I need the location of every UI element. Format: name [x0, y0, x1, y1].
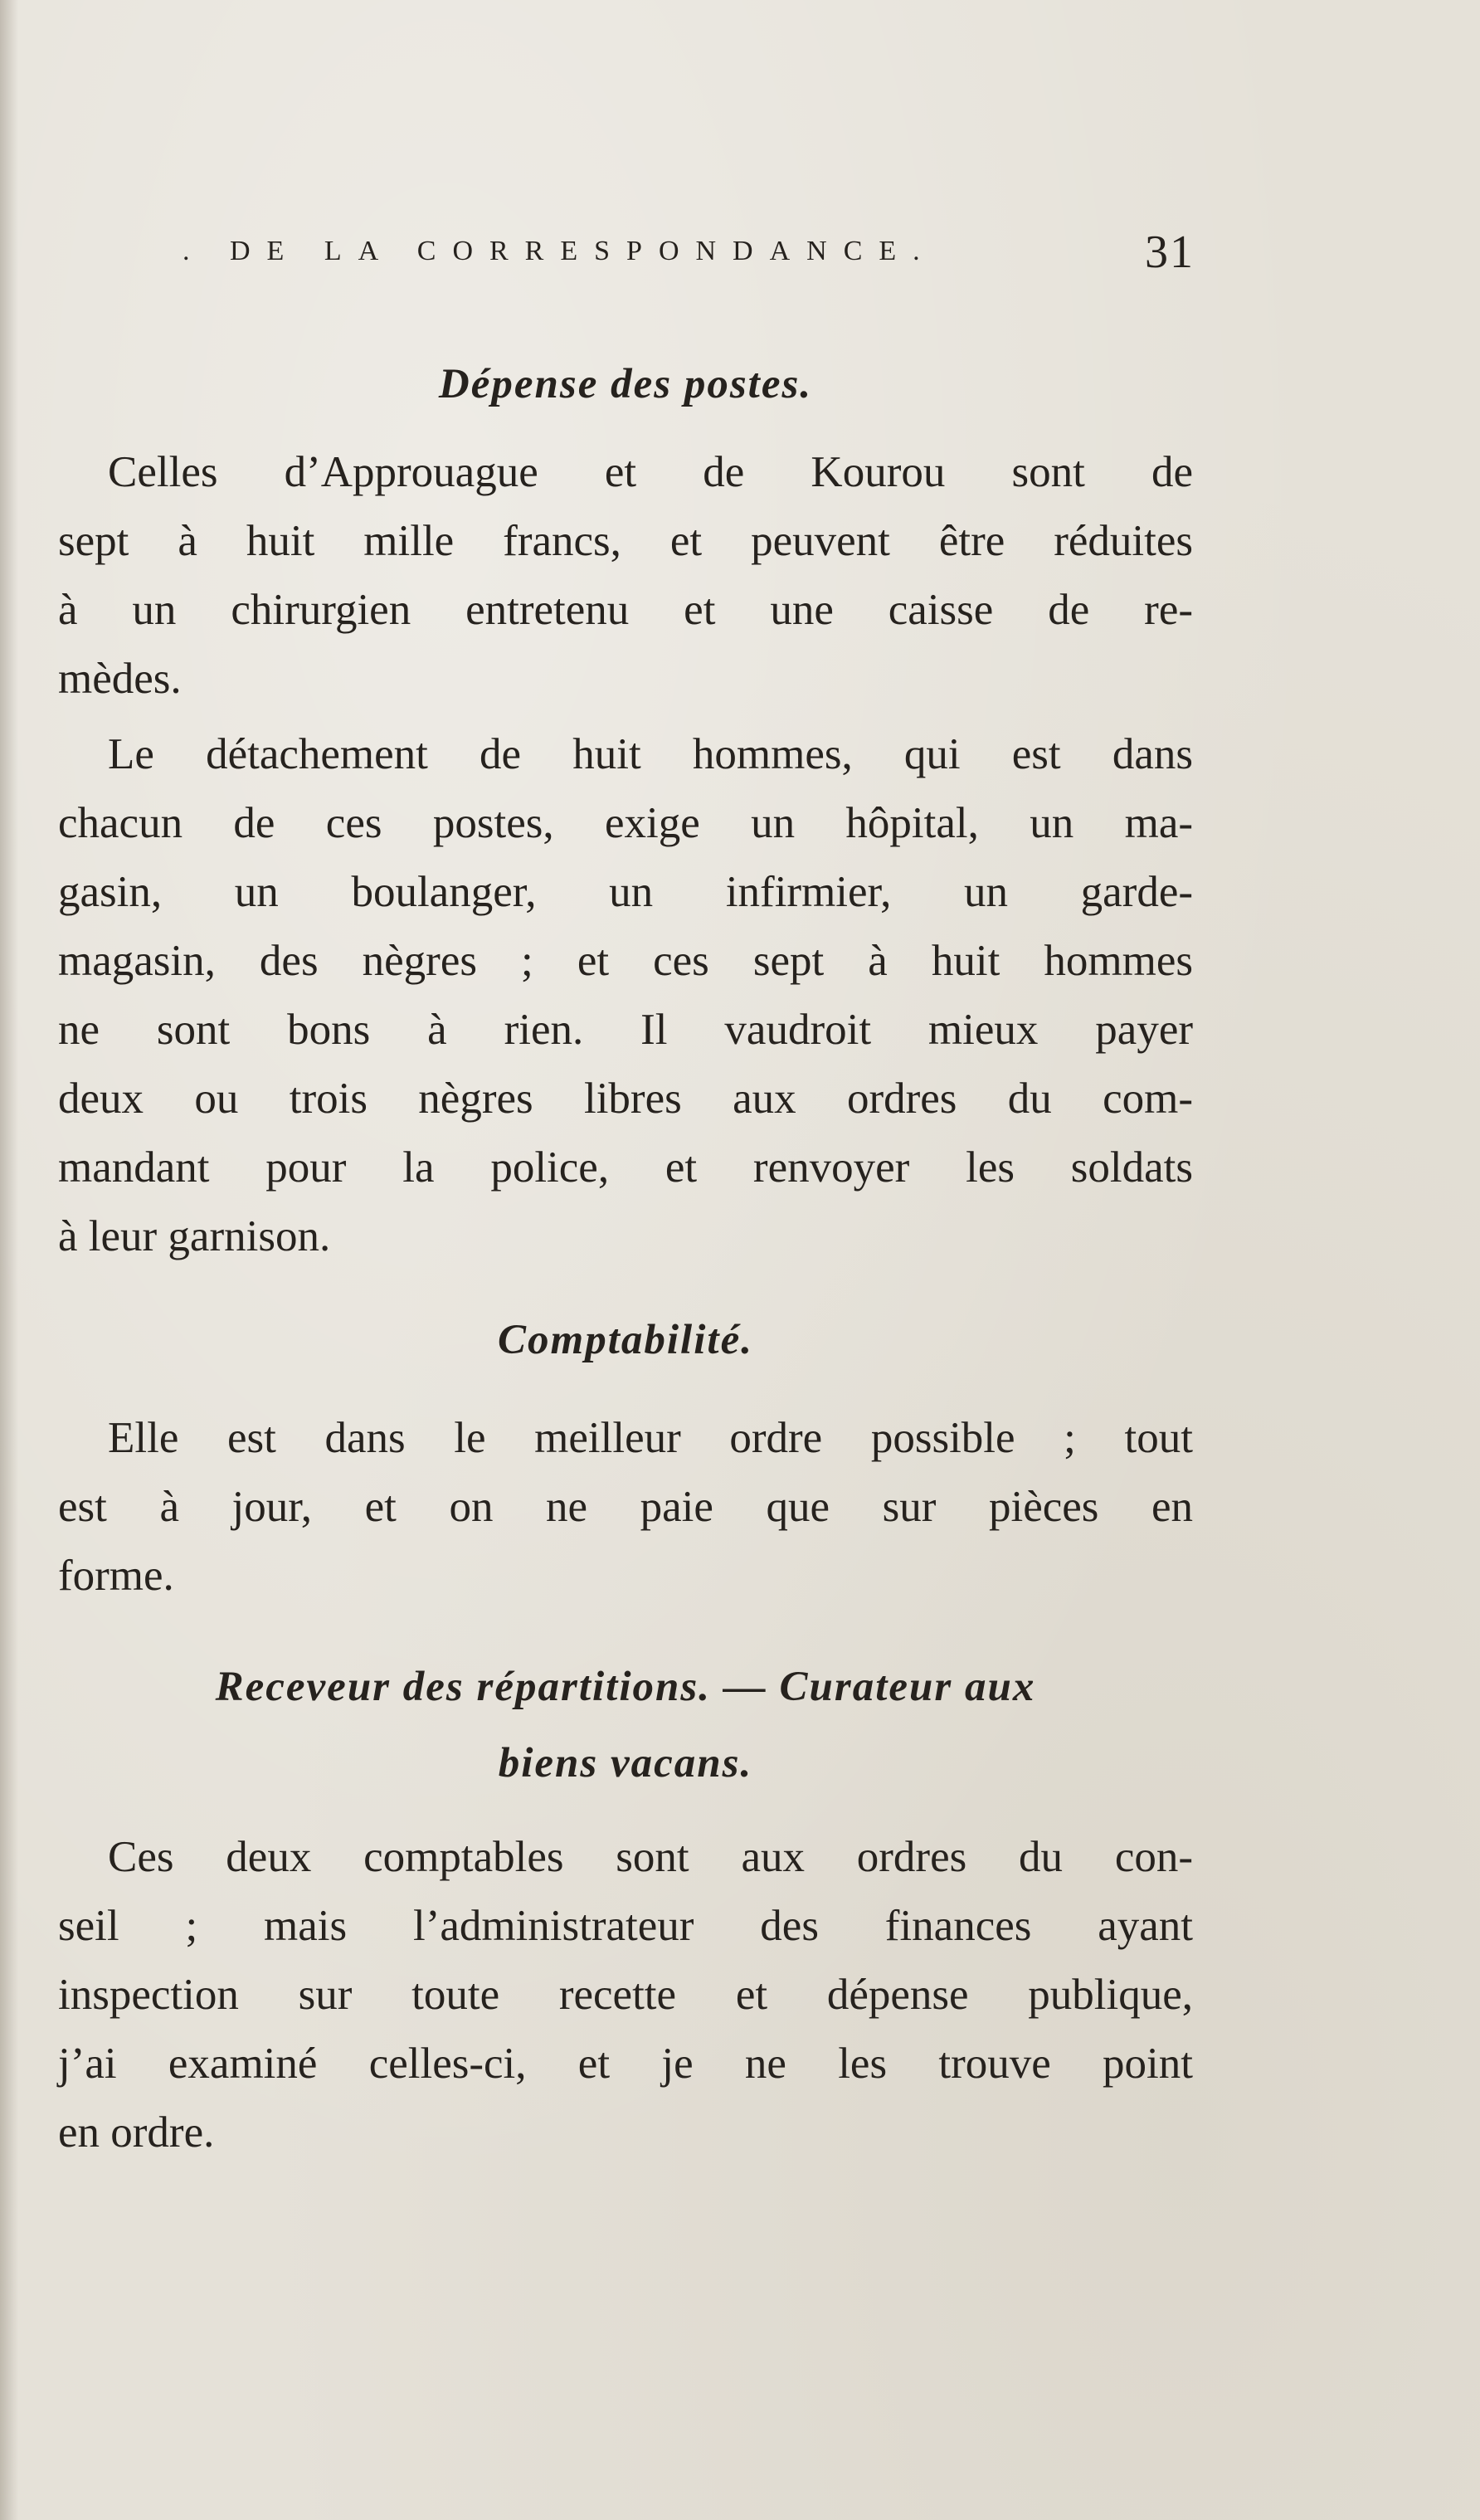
- section-heading-depense: Dépense des postes.: [438, 361, 813, 407]
- paragraph: [58, 1823, 1193, 2167]
- text-line: Celles d’Approuague et de Kourou sont de: [108, 448, 1193, 496]
- text-line: Le détachement de huit hommes, qui est dans: [108, 730, 1193, 778]
- text-line: inspection sur toute recette et dépense publique,: [58, 1971, 1193, 2019]
- section-heading-comptabilite: Comptabilité.: [498, 1317, 753, 1363]
- paragraph: [58, 1404, 1193, 1611]
- page-number: 31: [1145, 227, 1195, 278]
- text-line: Ces deux comptables sont aux ordres du con-: [108, 1833, 1193, 1881]
- text-line: forme.: [58, 1552, 174, 1600]
- text-line: seil ; mais l’administrateur des finances ayant: [58, 1902, 1193, 1950]
- page-gutter-shadow: [0, 0, 18, 2520]
- text-block: [58, 349, 1193, 2167]
- text-line: chacun de ces postes, exige un hôpital, un ma-: [58, 799, 1193, 847]
- text-line: mèdes.: [58, 655, 182, 703]
- text-line: deux ou trois nègres libres aux ordres du com-: [58, 1075, 1193, 1123]
- text-line: j’ai examiné celles-ci, et je ne les trouve point: [58, 2040, 1193, 2088]
- text-line: à leur garnison.: [58, 1212, 331, 1260]
- heading-line: Receveur des répartitions. — Curateur aux: [215, 1664, 1036, 1710]
- text-line: en ordre.: [58, 2108, 215, 2157]
- text-line: à un chirurgien entretenu et une caisse de re-: [58, 586, 1193, 634]
- text-line: magasin, des nègres ; et ces sept à huit hommes: [58, 937, 1193, 985]
- text-line: Elle est dans le meilleur ordre possible ; tout: [108, 1414, 1193, 1462]
- heading-line: biens vacans.: [498, 1740, 753, 1786]
- running-head: [174, 227, 1195, 280]
- text-line: mandant pour la police, et renvoyer les soldats: [58, 1143, 1193, 1192]
- text-line: est à jour, et on ne paie que sur pièces en: [58, 1483, 1193, 1531]
- section-heading-receveur: [58, 1649, 1193, 1801]
- text-line: gasin, un boulanger, un infirmier, un garde-: [58, 868, 1193, 916]
- text-line: ne sont bons à rien. Il vaudroit mieux payer: [58, 1006, 1193, 1054]
- paragraph: [58, 438, 1193, 714]
- running-title: . DE LA CORRESPONDANCE.: [183, 236, 937, 266]
- text-line: sept à huit mille francs, et peuvent être réduites: [58, 517, 1193, 565]
- paragraph: [58, 720, 1193, 1271]
